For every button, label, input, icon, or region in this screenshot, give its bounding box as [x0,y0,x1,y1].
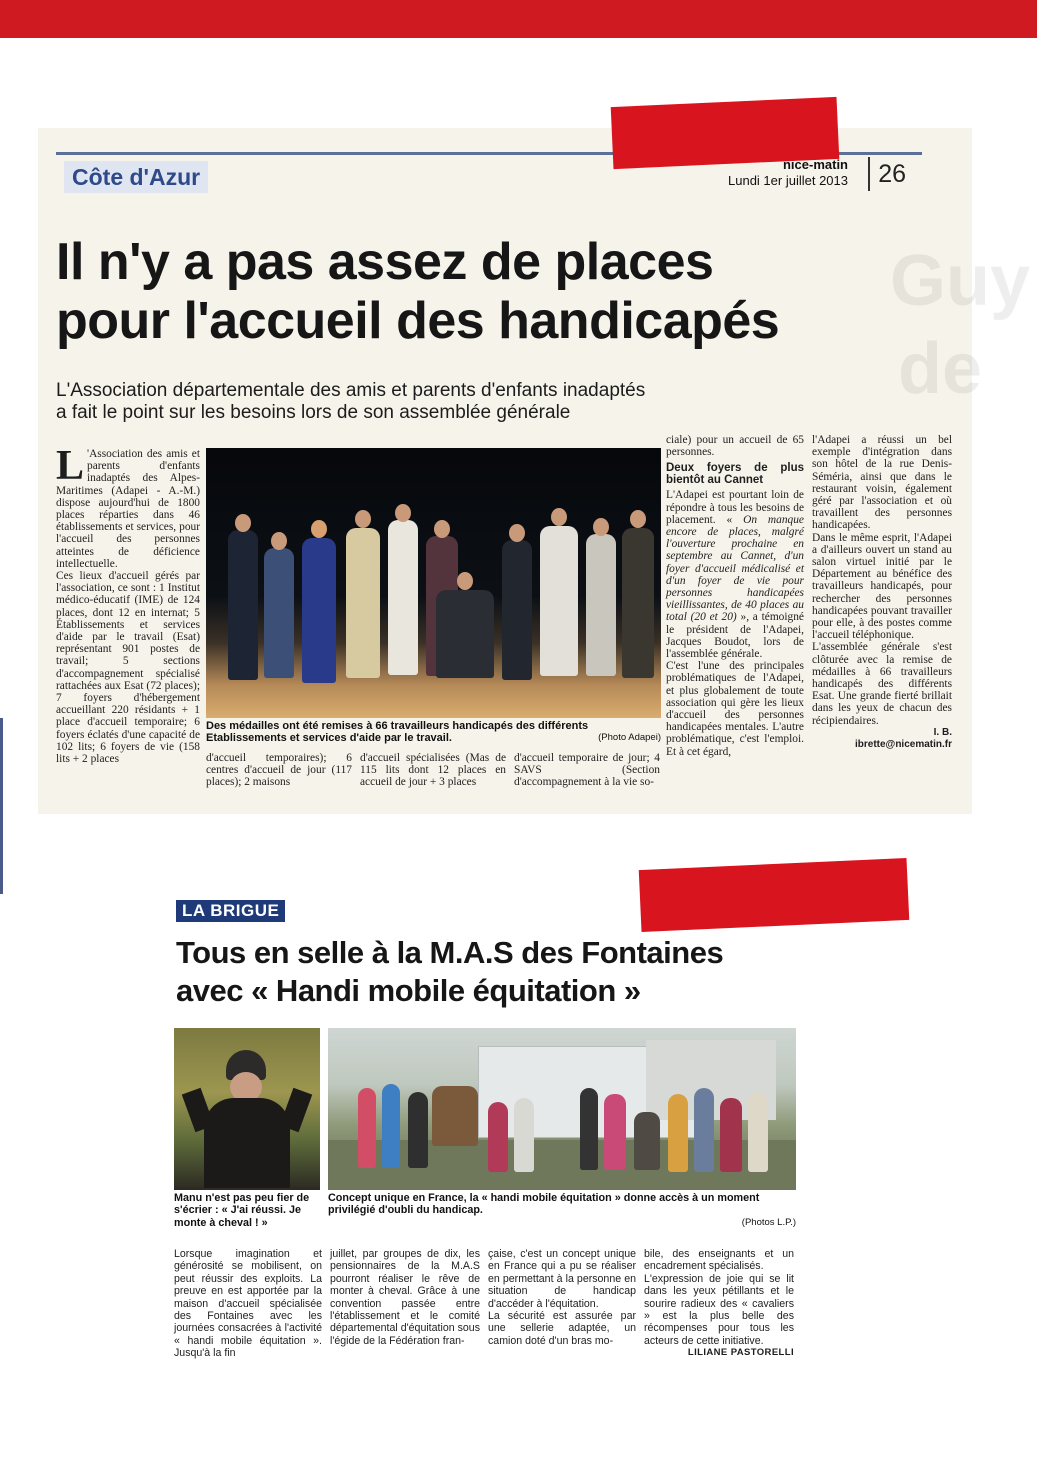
photo-caption [206,720,661,744]
article-headline [56,233,936,351]
newspaper-name: nice-matin [782,157,848,172]
author-initials: I. B. [933,726,952,738]
column-text: L'expression de joie qui se lit dans les yeux pétillants et le sourire radieux des « cavaliers » est la plus belle des récompenses pour tous les acteurs de cette initiative. [644,1272,794,1347]
headline-line: Il n'y a pas assez de places [56,233,714,291]
bleed-through-text: de [898,329,983,409]
caption-text: Des médailles ont été remises à 66 travailleurs handicapés des différents Etablissements et services d'aide par le travail. [206,720,589,744]
rider-photo [174,1028,320,1190]
column-text: l'Adapei a réussi un bel exemple d'intégration dans son hôtel de la rue Denis-Séméria, ainsi que dans le restaurant voisin, également géré par l'association et où travaillent des personnes handicapées. [812,434,952,532]
column-text: L'Adapei est pourtant loin de répondre à tous les besoins de placement. « [666,489,804,526]
photo-caption: Manu n'est pas peu fier de s'écrier : « J'ai réussi. Je monte à cheval ! » [174,1192,310,1229]
deck-line: a fait le point sur les besoins lors de son assemblée générale [56,402,571,423]
drop-cap: L [56,443,85,489]
author-byline: LILIANE PASTORELLI [687,1347,794,1359]
newspaper-clipping-1 [38,128,1031,814]
section-rubric: Côte d'Azur [64,161,208,193]
column-text: 'Association des amis et parents d'enfants inadaptés des Alpes-Maritimes (Adapei - A.-M.) dispose aujourd'hui de 1800 places réparties dans 46 établissements et services, pour l'accueil des personnes atteintes de déficience intellectuelle. [56,448,200,570]
column-text: Dans le même esprit, l'Adapei a d'ailleurs ouvert un stand au salon virtuel initié par le Département au bénéfice des travailleurs handicapés, pour rechercher des personnes handicapées pouvant travailler pour elle, à des postes comme l'accueil téléphonique. [812,531,952,642]
column-text: d'accueil temporaires); 6 centres d'accueil de jour (117 places); 2 maisons [206,752,352,789]
column-text: ciale) pour un accueil de 65 personnes. [666,434,804,459]
headline-line: pour l'accueil des handicapés [56,292,780,350]
article-column-1 [174,1248,322,1388]
column-text: L'assemblée générale s'est clôturée avec la remise de médailles à 66 travailleurs handicapés des différents Esat. Une grande fierté brillait dans les yeux de chacun des récipiendaires. [812,641,952,727]
headline-line: avec « Handi mobile équitation » [176,973,641,1008]
column-text: C'est l'une des principales problématiques de l'Adapei, et plus globalement de toute association qui gère les lieux d'accueil des personnes handicapées mentales. L'autre problématique, c'est l'emploi. Et à cet égard, [666,660,804,758]
article-column-4 [644,1248,794,1388]
article-column-3 [666,434,804,802]
left-margin-mark [0,718,3,894]
bleed-through-text: Guy [890,241,1031,321]
article-subheading: Deux foyers de plus bientôt au Cannet [666,462,804,487]
deck-line: L'Association départementale des amis et parents d'enfants inadaptés [56,380,646,401]
photo-credit: (Photo Adapei) [598,732,661,743]
column-text: bile, des enseignants et un encadrement spécialisés. [644,1248,794,1273]
top-red-band [0,0,1037,38]
section-rubric: LA BRIGUE [176,900,285,922]
column-text: », a témoigné le président de l'Adapei, Jacques Boudot, lors de l'assemblée générale. [666,611,804,661]
photo-credit: (Photos L.P.) [741,1216,796,1228]
column-text: juillet, par groupes de dix, les pensionnaires de la M.A.S pourront réaliser le rêve de monter à cheval. Grâce à une convention passée entre l'établissement et le comité départemental d'équitation sous l'égide de la Fédération fran- [330,1248,480,1347]
newspaper-clipping-2 [162,888,800,1398]
article-headline [176,934,796,1010]
group-photo [206,448,661,718]
article-column-1 [56,443,200,800]
column-text: Lorsque imagination et générosité se mobilisent, on peut réussir des exploits. La preuve en est apportée par la maison d'accueil spécialisée des Fontaines avec les journées consacrées à l'activité « handi mobile équitation ». Jusqu'à la fin [174,1248,322,1360]
article-column-3b [514,752,660,802]
article-column-2b [360,752,506,802]
photo-caption [328,1192,796,1229]
quote-text: On manque encore de places, malgré l'ouverture prochaine en septembre au Cannet, d'un foyer d'accueil médicalisé et d'un foyer de vie pour personnes handicapées vieillissantes, de 40 places au total (20 et 20) [666,513,804,624]
headline-line: Tous en selle à la M.A.S des Fontaines [176,935,724,970]
publication-date: Lundi 1er juillet 2013 [728,173,848,188]
column-text: d'accueil temporaire de jour; 4 SAVS (Section d'accompagnement à la vie so- [514,752,660,789]
group-photo-horse [328,1028,796,1190]
article-column-1b [206,752,352,802]
column-text: La sécurité est assurée par une sellerie adaptée, un camion doté d'un bras mo- [488,1310,636,1347]
column-text: çaise, c'est un concept unique en France qui a pu se réaliser en permettant à la personne en situation de handicap d'accéder à l'équitation. [488,1248,636,1310]
redaction-box [639,858,910,932]
article-deck [56,380,936,424]
page-number: 26 [868,157,906,191]
column-text: d'accueil spécialisées (Mas de 115 lits dont 12 places en accueil de jour + 3 places [360,752,506,789]
redaction-box [611,97,840,169]
caption-text: Concept unique en France, la « handi mobile équitation » donne accès à un moment privilégié d'oubli du handicap. [328,1192,760,1217]
article-column-4 [812,434,952,806]
article-column-2 [330,1248,480,1388]
author-email: ibrette@nicematin.fr [855,739,952,751]
article-column-3 [488,1248,636,1388]
column-text: Ces lieux d'accueil gérés par l'association, ce sont : 1 Institut médico-éducatif (IME) de 124 places, dont 12 en internat; 5 Établissements et services d'aide par le travail (Esat) représentant 901 postes de travail; 5 sections d'accompagnement spécialisé rattachées aux Esat (72 places); 7 foyers d'hébergement accueillant 220 résidants + 1 place d'accueil temporaire; 6 foyers éclatés d'une capacité de 102 lits; 6 foyers de vie (158 lits + 2 places [56,570,200,766]
